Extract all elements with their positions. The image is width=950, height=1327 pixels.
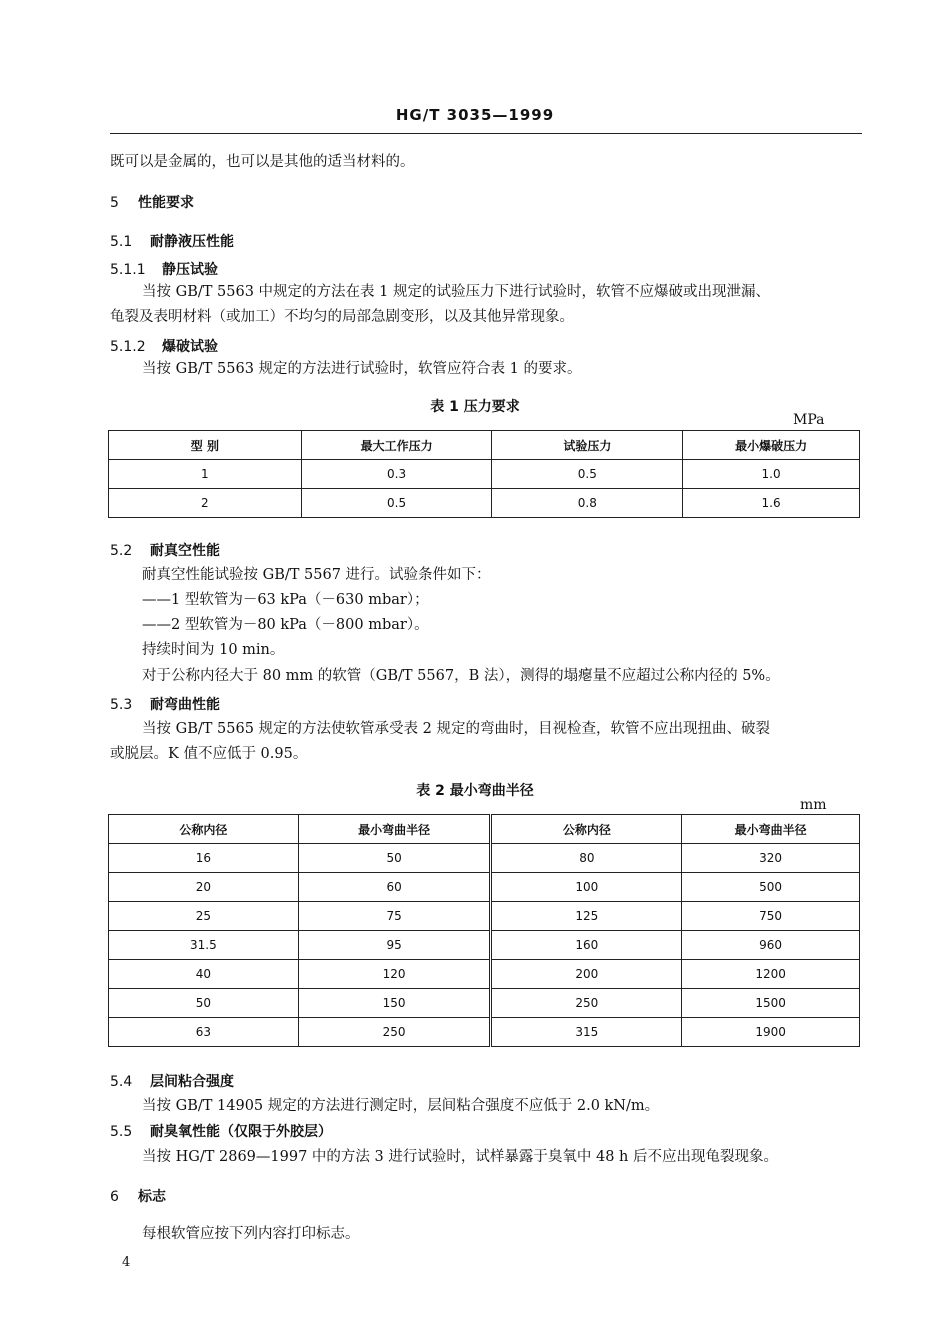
- table-cell: 250: [491, 989, 682, 1018]
- table-cell: 160: [491, 931, 682, 960]
- paragraph: 当按 HG/T 2869—1997 中的方法 3 进行试验时，试样暴露于臭氧中 48 h 后不应出现龟裂现象。: [142, 1149, 778, 1165]
- table-header-cell: 公称内径: [491, 815, 682, 844]
- paragraph: 当按 GB/T 5565 规定的方法使软管承受表 2 规定的弯曲时，目视检查，软管不应出现扭曲、破裂: [142, 721, 770, 737]
- section-5-1-2-heading: [110, 336, 218, 356]
- table-cell: 1900: [682, 1018, 860, 1047]
- section-5-2-heading: [110, 540, 220, 560]
- table-cell: 2: [109, 489, 302, 518]
- table-cell: 750: [682, 902, 860, 931]
- table-row: [109, 960, 860, 989]
- paragraph: 耐真空性能试验按 GB/T 5567 进行。试验条件如下：: [142, 567, 491, 583]
- paragraph: 每根软管应按下列内容打印标志。: [142, 1226, 360, 1242]
- section-5-1-heading: [110, 231, 234, 251]
- section-title: 性能要求: [138, 195, 194, 211]
- table-cell: 16: [109, 844, 299, 873]
- paragraph: 当按 GB/T 5563 中规定的方法在表 1 规定的试验压力下进行试验时，软管不应爆破或出现泄漏、: [142, 284, 770, 300]
- paragraph: 对于公称内径大于 80 mm 的软管（GB/T 5567，B 法），测得的塌瘪量不应超过公称内径的 5%。: [142, 668, 780, 684]
- intro-line: 既可以是金属的，也可以是其他的适当材料的。: [110, 154, 415, 170]
- paragraph: 持续时间为 10 min。: [142, 642, 285, 658]
- header-rule: [110, 133, 862, 134]
- table-cell: 960: [682, 931, 860, 960]
- section-number: 5.4: [110, 1074, 133, 1090]
- table-header-row: [109, 815, 860, 844]
- table-row: [109, 902, 860, 931]
- table-cell: 1200: [682, 960, 860, 989]
- table-cell: 75: [298, 902, 491, 931]
- table-cell: 80: [491, 844, 682, 873]
- section-title: 耐弯曲性能: [150, 697, 220, 713]
- section-title: 层间粘合强度: [150, 1074, 234, 1090]
- table-cell: 500: [682, 873, 860, 902]
- table-cell: 150: [298, 989, 491, 1018]
- page-header: HG/T 3035—1999: [395, 106, 555, 124]
- section-number: 5.1.1: [110, 262, 146, 278]
- table-cell: 320: [682, 844, 860, 873]
- table-2-caption: 表 2 最小弯曲半径: [416, 783, 534, 799]
- table-cell: 31.5: [109, 931, 299, 960]
- table-cell: 0.3: [301, 460, 492, 489]
- paragraph: ——1 型软管为－63 kPa（－630 mbar）；: [142, 592, 429, 608]
- section-title: 耐静液压性能: [150, 234, 234, 250]
- section-6-heading: [110, 1186, 166, 1206]
- table-cell: 1.0: [683, 460, 860, 489]
- section-number: 5.2: [110, 543, 133, 559]
- table-cell: 1: [109, 460, 302, 489]
- table-header-cell: 试验压力: [492, 431, 683, 460]
- table-cell: 120: [298, 960, 491, 989]
- table-cell: 40: [109, 960, 299, 989]
- section-title: 耐真空性能: [150, 543, 220, 559]
- paragraph: 当按 GB/T 5563 规定的方法进行试验时，软管应符合表 1 的要求。: [142, 361, 582, 377]
- table-row: [109, 989, 860, 1018]
- table-cell: 50: [298, 844, 491, 873]
- paragraph: 或脱层。K 值不应低于 0.95。: [110, 746, 308, 762]
- page-number: 4: [122, 1255, 131, 1270]
- table-header-cell: 最大工作压力: [301, 431, 492, 460]
- section-number: 6: [110, 1189, 119, 1205]
- table-cell: 250: [298, 1018, 491, 1047]
- table-2-unit: mm: [800, 797, 827, 813]
- table-row: [109, 1018, 860, 1047]
- table-cell: 125: [491, 902, 682, 931]
- table-row: [109, 931, 860, 960]
- table-header-cell: 公称内径: [109, 815, 299, 844]
- table-cell: 200: [491, 960, 682, 989]
- section-5-1-1-heading: [110, 259, 218, 279]
- section-number: 5.3: [110, 697, 133, 713]
- section-number: 5.5: [110, 1124, 133, 1140]
- table-cell: 1.6: [683, 489, 860, 518]
- section-number: 5: [110, 195, 119, 211]
- table-cell: 100: [491, 873, 682, 902]
- paragraph: 当按 GB/T 14905 规定的方法进行测定时，层间粘合强度不应低于 2.0 kN/m。: [142, 1098, 660, 1114]
- section-5-4-heading: [110, 1071, 234, 1091]
- section-5-heading: [110, 192, 194, 212]
- section-title: 静压试验: [162, 262, 218, 278]
- table-cell: 50: [109, 989, 299, 1018]
- section-number: 5.1.2: [110, 339, 146, 355]
- paragraph: ——2 型软管为－80 kPa（－800 mbar）。: [142, 617, 429, 633]
- table-cell: 0.8: [492, 489, 683, 518]
- section-5-5-heading: [110, 1121, 332, 1141]
- table-header-cell: 最小弯曲半径: [682, 815, 860, 844]
- table-cell: 63: [109, 1018, 299, 1047]
- table-2: [108, 814, 860, 1047]
- table-row: [109, 489, 860, 518]
- table-cell: 0.5: [301, 489, 492, 518]
- section-title: 耐臭氧性能（仅限于外胶层）: [150, 1124, 332, 1140]
- table-1-caption: 表 1 压力要求: [430, 399, 520, 415]
- table-cell: 20: [109, 873, 299, 902]
- table-row: [109, 873, 860, 902]
- table-cell: 25: [109, 902, 299, 931]
- table-row: [109, 460, 860, 489]
- table-row: [109, 844, 860, 873]
- table-header-cell: 最小爆破压力: [683, 431, 860, 460]
- table-cell: 315: [491, 1018, 682, 1047]
- table-1: [108, 430, 860, 518]
- section-5-3-heading: [110, 694, 220, 714]
- table-header-cell: 型 别: [109, 431, 302, 460]
- table-cell: 0.5: [492, 460, 683, 489]
- table-header-cell: 最小弯曲半径: [298, 815, 491, 844]
- table-header-row: [109, 431, 860, 460]
- section-title: 标志: [138, 1189, 166, 1205]
- paragraph: 龟裂及表明材料（或加工）不均匀的局部急剧变形，以及其他异常现象。: [110, 309, 574, 325]
- table-1-unit: MPa: [793, 412, 825, 428]
- section-number: 5.1: [110, 234, 133, 250]
- table-cell: 60: [298, 873, 491, 902]
- section-title: 爆破试验: [162, 339, 218, 355]
- table-cell: 95: [298, 931, 491, 960]
- table-cell: 1500: [682, 989, 860, 1018]
